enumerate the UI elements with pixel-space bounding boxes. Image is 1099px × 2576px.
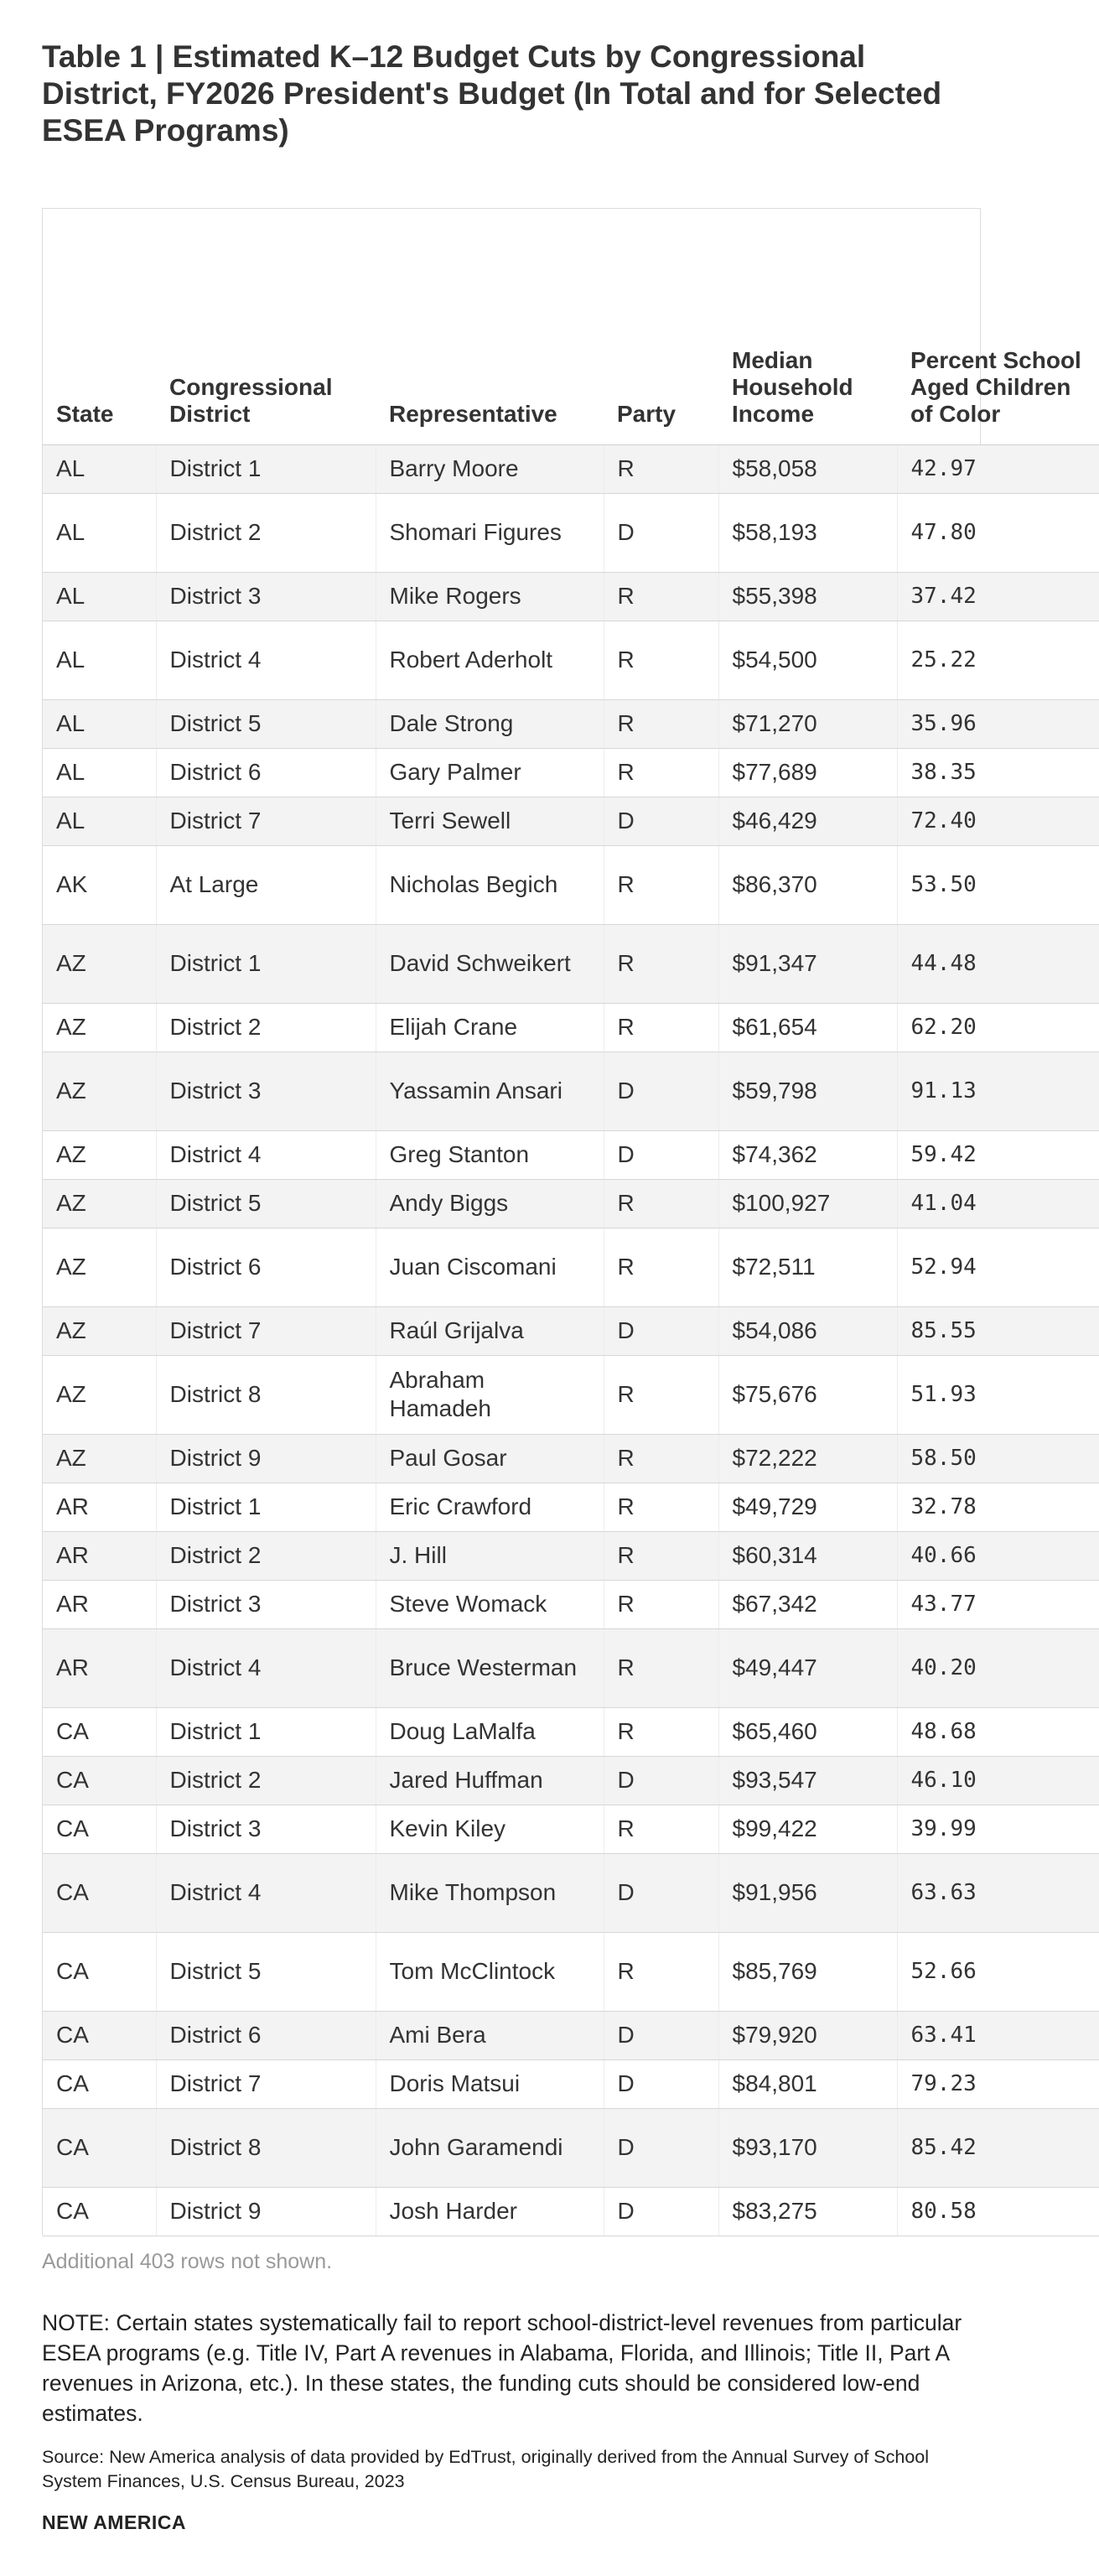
cell-state: CA <box>43 2187 156 2236</box>
cell-party: D <box>604 493 718 572</box>
cell-representative: Steve Womack <box>376 1580 604 1628</box>
cell-state: AR <box>43 1531 156 1580</box>
cell-party: R <box>604 1228 718 1306</box>
cell-state: AZ <box>43 1003 156 1052</box>
cell-state: CA <box>43 1707 156 1756</box>
cell-state: AL <box>43 444 156 493</box>
cell-representative: Kevin Kiley <box>376 1805 604 1853</box>
table-row <box>43 1228 1099 1306</box>
cell-party: D <box>604 2187 718 2236</box>
cell-income: $99,422 <box>718 1805 897 1853</box>
cell-district: District 4 <box>156 1130 376 1179</box>
cell-district: District 1 <box>156 444 376 493</box>
cell-representative: Josh Harder <box>376 2187 604 2236</box>
cell-party: R <box>604 748 718 797</box>
cell-percent: 40.66 <box>897 1531 1099 1580</box>
cell-representative: Paul Gosar <box>376 1434 604 1483</box>
cell-income: $85,769 <box>718 1932 897 2011</box>
cell-district: District 3 <box>156 1052 376 1130</box>
page-title: Table 1 | Estimated K–12 Budget Cuts by Congressional District, FY2026 President's Budget (In Total and for Selected ESEA Programs) <box>42 39 942 148</box>
cell-income: $91,956 <box>718 1853 897 1932</box>
cell-percent: 32.78 <box>897 1483 1099 1531</box>
cell-income: $58,193 <box>718 493 897 572</box>
cell-representative: Doug LaMalfa <box>376 1707 604 1756</box>
table-row <box>43 1707 1099 1756</box>
cell-percent: 35.96 <box>897 699 1099 748</box>
cell-income: $54,500 <box>718 621 897 699</box>
cell-income: $54,086 <box>718 1306 897 1355</box>
cell-district: District 5 <box>156 1179 376 1228</box>
cell-district: District 4 <box>156 1628 376 1707</box>
cell-state: CA <box>43 2108 156 2187</box>
cell-state: CA <box>43 1805 156 1853</box>
cell-representative: Nicholas Begich <box>376 845 604 924</box>
cell-party: D <box>604 1130 718 1179</box>
cell-income: $55,398 <box>718 572 897 621</box>
cell-district: District 3 <box>156 572 376 621</box>
cell-district: District 7 <box>156 2059 376 2108</box>
cell-income: $60,314 <box>718 1531 897 1580</box>
cell-state: CA <box>43 2011 156 2059</box>
cell-district: District 3 <box>156 1580 376 1628</box>
cell-percent: 38.35 <box>897 748 1099 797</box>
cell-state: AZ <box>43 1434 156 1483</box>
cell-percent: 44.48 <box>897 924 1099 1003</box>
column-header-party[interactable]: Party <box>604 209 718 444</box>
cell-percent: 85.42 <box>897 2108 1099 2187</box>
table-row <box>43 1306 1099 1355</box>
table-row <box>43 699 1099 748</box>
budget-cuts-table <box>43 209 1099 2236</box>
cell-party: R <box>604 1932 718 2011</box>
cell-representative: Raúl Grijalva <box>376 1306 604 1355</box>
cell-state: AK <box>43 845 156 924</box>
cell-district: District 5 <box>156 1932 376 2011</box>
cell-representative: J. Hill <box>376 1531 604 1580</box>
source-text: Source: New America analysis of data provided by EdTrust, originally derived from the Annual Survey of School System Finances, U.S. Census Bureau, 2023 <box>42 2447 930 2491</box>
cell-district: At Large <box>156 845 376 924</box>
cell-party: R <box>604 572 718 621</box>
cell-state: AR <box>43 1483 156 1531</box>
cell-state: AL <box>43 797 156 845</box>
table-row <box>43 924 1099 1003</box>
cell-percent: 48.68 <box>897 1707 1099 1756</box>
cell-income: $65,460 <box>718 1707 897 1756</box>
table-row <box>43 2187 1099 2236</box>
cell-representative: Greg Stanton <box>376 1130 604 1179</box>
cell-party: R <box>604 924 718 1003</box>
cell-district: District 4 <box>156 621 376 699</box>
cell-percent: 63.63 <box>897 1853 1099 1932</box>
cell-district: District 2 <box>156 1531 376 1580</box>
cell-representative: Elijah Crane <box>376 1003 604 1052</box>
cell-party: R <box>604 1805 718 1853</box>
table-row <box>43 444 1099 493</box>
cell-state: AZ <box>43 924 156 1003</box>
cell-representative: Ami Bera <box>376 2011 604 2059</box>
cell-representative: Bruce Westerman <box>376 1628 604 1707</box>
cell-income: $67,342 <box>718 1580 897 1628</box>
cell-state: AZ <box>43 1355 156 1434</box>
table-row <box>43 1580 1099 1628</box>
cell-state: AL <box>43 493 156 572</box>
cell-district: District 6 <box>156 2011 376 2059</box>
cell-representative: Mike Thompson <box>376 1853 604 1932</box>
cell-percent: 63.41 <box>897 2011 1099 2059</box>
cell-percent: 58.50 <box>897 1434 1099 1483</box>
cell-party: R <box>604 1531 718 1580</box>
table-row <box>43 748 1099 797</box>
table-body <box>43 444 1099 2236</box>
cell-representative: Eric Crawford <box>376 1483 604 1531</box>
cell-district: District 3 <box>156 1805 376 1853</box>
cell-income: $77,689 <box>718 748 897 797</box>
table-row <box>43 1179 1099 1228</box>
cell-representative: Jared Huffman <box>376 1756 604 1805</box>
cell-percent: 53.50 <box>897 845 1099 924</box>
table-row <box>43 2059 1099 2108</box>
cell-party: R <box>604 1580 718 1628</box>
cell-income: $72,511 <box>718 1228 897 1306</box>
cell-income: $75,676 <box>718 1355 897 1434</box>
cell-income: $84,801 <box>718 2059 897 2108</box>
table-row <box>43 1805 1099 1853</box>
cell-party: R <box>604 444 718 493</box>
column-header-representative[interactable]: Representative <box>376 209 604 444</box>
cell-percent: 91.13 <box>897 1052 1099 1130</box>
cell-representative: David Schweikert <box>376 924 604 1003</box>
cell-party: R <box>604 1434 718 1483</box>
cell-representative: Tom McClintock <box>376 1932 604 2011</box>
cell-state: AZ <box>43 1052 156 1130</box>
cell-representative: Yassamin Ansari <box>376 1052 604 1130</box>
cell-income: $93,547 <box>718 1756 897 1805</box>
cell-representative: Abraham Hamadeh <box>376 1355 604 1434</box>
cell-party: R <box>604 1355 718 1434</box>
data-table-container[interactable] <box>42 208 1081 2236</box>
cell-district: District 2 <box>156 1003 376 1052</box>
cell-state: AZ <box>43 1130 156 1179</box>
cell-percent: 40.20 <box>897 1628 1099 1707</box>
table-row <box>43 2011 1099 2059</box>
cell-percent: 47.80 <box>897 493 1099 572</box>
cell-district: District 1 <box>156 1707 376 1756</box>
cell-representative: Juan Ciscomani <box>376 1228 604 1306</box>
table-row <box>43 1434 1099 1483</box>
cell-party: D <box>604 1756 718 1805</box>
table-row <box>43 572 1099 621</box>
cell-income: $49,447 <box>718 1628 897 1707</box>
column-header-district[interactable]: Congressional District <box>156 209 376 444</box>
cell-party: D <box>604 797 718 845</box>
cell-representative: John Garamendi <box>376 2108 604 2187</box>
cell-district: District 4 <box>156 1853 376 1932</box>
cell-representative: Terri Sewell <box>376 797 604 845</box>
table-row <box>43 621 1099 699</box>
cell-representative: Mike Rogers <box>376 572 604 621</box>
cell-district: District 2 <box>156 1756 376 1805</box>
cell-district: District 7 <box>156 797 376 845</box>
cell-party: R <box>604 845 718 924</box>
cell-state: CA <box>43 1932 156 2011</box>
cell-percent: 46.10 <box>897 1756 1099 1805</box>
cell-representative: Andy Biggs <box>376 1179 604 1228</box>
table-row <box>43 1355 1099 1434</box>
cell-income: $93,170 <box>718 2108 897 2187</box>
cell-percent: 52.94 <box>897 1228 1099 1306</box>
table-row <box>43 1052 1099 1130</box>
cell-district: District 9 <box>156 1434 376 1483</box>
cell-percent: 52.66 <box>897 1932 1099 2011</box>
cell-representative: Dale Strong <box>376 699 604 748</box>
cell-percent: 62.20 <box>897 1003 1099 1052</box>
cell-party: D <box>604 1306 718 1355</box>
cell-percent: 72.40 <box>897 797 1099 845</box>
cell-party: R <box>604 1628 718 1707</box>
cell-party: R <box>604 621 718 699</box>
table-row <box>43 1628 1099 1707</box>
cell-income: $79,920 <box>718 2011 897 2059</box>
cell-representative: Robert Aderholt <box>376 621 604 699</box>
cell-district: District 9 <box>156 2187 376 2236</box>
cell-district: District 2 <box>156 493 376 572</box>
table-row <box>43 1130 1099 1179</box>
table-row <box>43 797 1099 845</box>
cell-income: $83,275 <box>718 2187 897 2236</box>
cell-percent: 37.42 <box>897 572 1099 621</box>
column-header-percent-children-of-color[interactable]: Percent School Aged Children of Color <box>897 209 1099 444</box>
cell-party: R <box>604 1003 718 1052</box>
cell-income: $46,429 <box>718 797 897 845</box>
cell-percent: 85.55 <box>897 1306 1099 1355</box>
cell-district: District 8 <box>156 2108 376 2187</box>
note-text: NOTE: Certain states systematically fail to report school-district-level revenues from particular ESEA programs (e.g. Title IV, Part A revenues in Alabama, Florida, and Illinois; Title II, Part A revenues in Arizona, etc.). In these states, the funding cuts should be considered low-end estimates. <box>42 2310 962 2426</box>
cell-representative: Doris Matsui <box>376 2059 604 2108</box>
table-row <box>43 1932 1099 2011</box>
table-row <box>43 1003 1099 1052</box>
cell-representative: Barry Moore <box>376 444 604 493</box>
table-row <box>43 493 1099 572</box>
cell-percent: 79.23 <box>897 2059 1099 2108</box>
cell-party: D <box>604 2108 718 2187</box>
cell-party: D <box>604 2059 718 2108</box>
cell-state: AL <box>43 699 156 748</box>
cell-income: $100,927 <box>718 1179 897 1228</box>
cell-district: District 5 <box>156 699 376 748</box>
cell-income: $86,370 <box>718 845 897 924</box>
cell-state: AL <box>43 748 156 797</box>
table-header-row <box>43 209 1099 444</box>
cell-representative: Shomari Figures <box>376 493 604 572</box>
cell-party: D <box>604 1052 718 1130</box>
more-rows-notice: Additional 403 rows not shown. <box>42 2250 333 2273</box>
cell-district: District 7 <box>156 1306 376 1355</box>
cell-party: R <box>604 1179 718 1228</box>
table-row <box>43 1531 1099 1580</box>
cell-district: District 1 <box>156 1483 376 1531</box>
cell-percent: 43.77 <box>897 1580 1099 1628</box>
cell-party: R <box>604 699 718 748</box>
cell-percent: 25.22 <box>897 621 1099 699</box>
cell-state: CA <box>43 1756 156 1805</box>
cell-representative: Gary Palmer <box>376 748 604 797</box>
cell-income: $74,362 <box>718 1130 897 1179</box>
cell-percent: 51.93 <box>897 1355 1099 1434</box>
table-row <box>43 845 1099 924</box>
cell-state: AR <box>43 1628 156 1707</box>
cell-state: CA <box>43 1853 156 1932</box>
cell-income: $59,798 <box>718 1052 897 1130</box>
cell-income: $72,222 <box>718 1434 897 1483</box>
table-row <box>43 1483 1099 1531</box>
cell-party: D <box>604 1853 718 1932</box>
cell-percent: 39.99 <box>897 1805 1099 1853</box>
cell-district: District 6 <box>156 1228 376 1306</box>
cell-income: $71,270 <box>718 699 897 748</box>
cell-income: $58,058 <box>718 444 897 493</box>
table-row <box>43 1756 1099 1805</box>
cell-percent: 41.04 <box>897 1179 1099 1228</box>
column-header-income[interactable]: Median Household Income <box>718 209 897 444</box>
cell-district: District 6 <box>156 748 376 797</box>
cell-percent: 42.97 <box>897 444 1099 493</box>
cell-party: R <box>604 1707 718 1756</box>
cell-income: $49,729 <box>718 1483 897 1531</box>
cell-state: AZ <box>43 1306 156 1355</box>
cell-district: District 8 <box>156 1355 376 1434</box>
cell-state: CA <box>43 2059 156 2108</box>
brand-logo-text: NEW AMERICA <box>42 2511 187 2533</box>
cell-state: AR <box>43 1580 156 1628</box>
cell-district: District 1 <box>156 924 376 1003</box>
cell-income: $91,347 <box>718 924 897 1003</box>
table-row <box>43 1853 1099 1932</box>
cell-state: AL <box>43 572 156 621</box>
cell-percent: 80.58 <box>897 2187 1099 2236</box>
cell-state: AZ <box>43 1179 156 1228</box>
cell-party: R <box>604 1483 718 1531</box>
cell-state: AL <box>43 621 156 699</box>
cell-state: AZ <box>43 1228 156 1306</box>
column-header-state[interactable]: State <box>43 209 156 444</box>
cell-income: $61,654 <box>718 1003 897 1052</box>
cell-percent: 59.42 <box>897 1130 1099 1179</box>
table-row <box>43 2108 1099 2187</box>
cell-party: D <box>604 2011 718 2059</box>
